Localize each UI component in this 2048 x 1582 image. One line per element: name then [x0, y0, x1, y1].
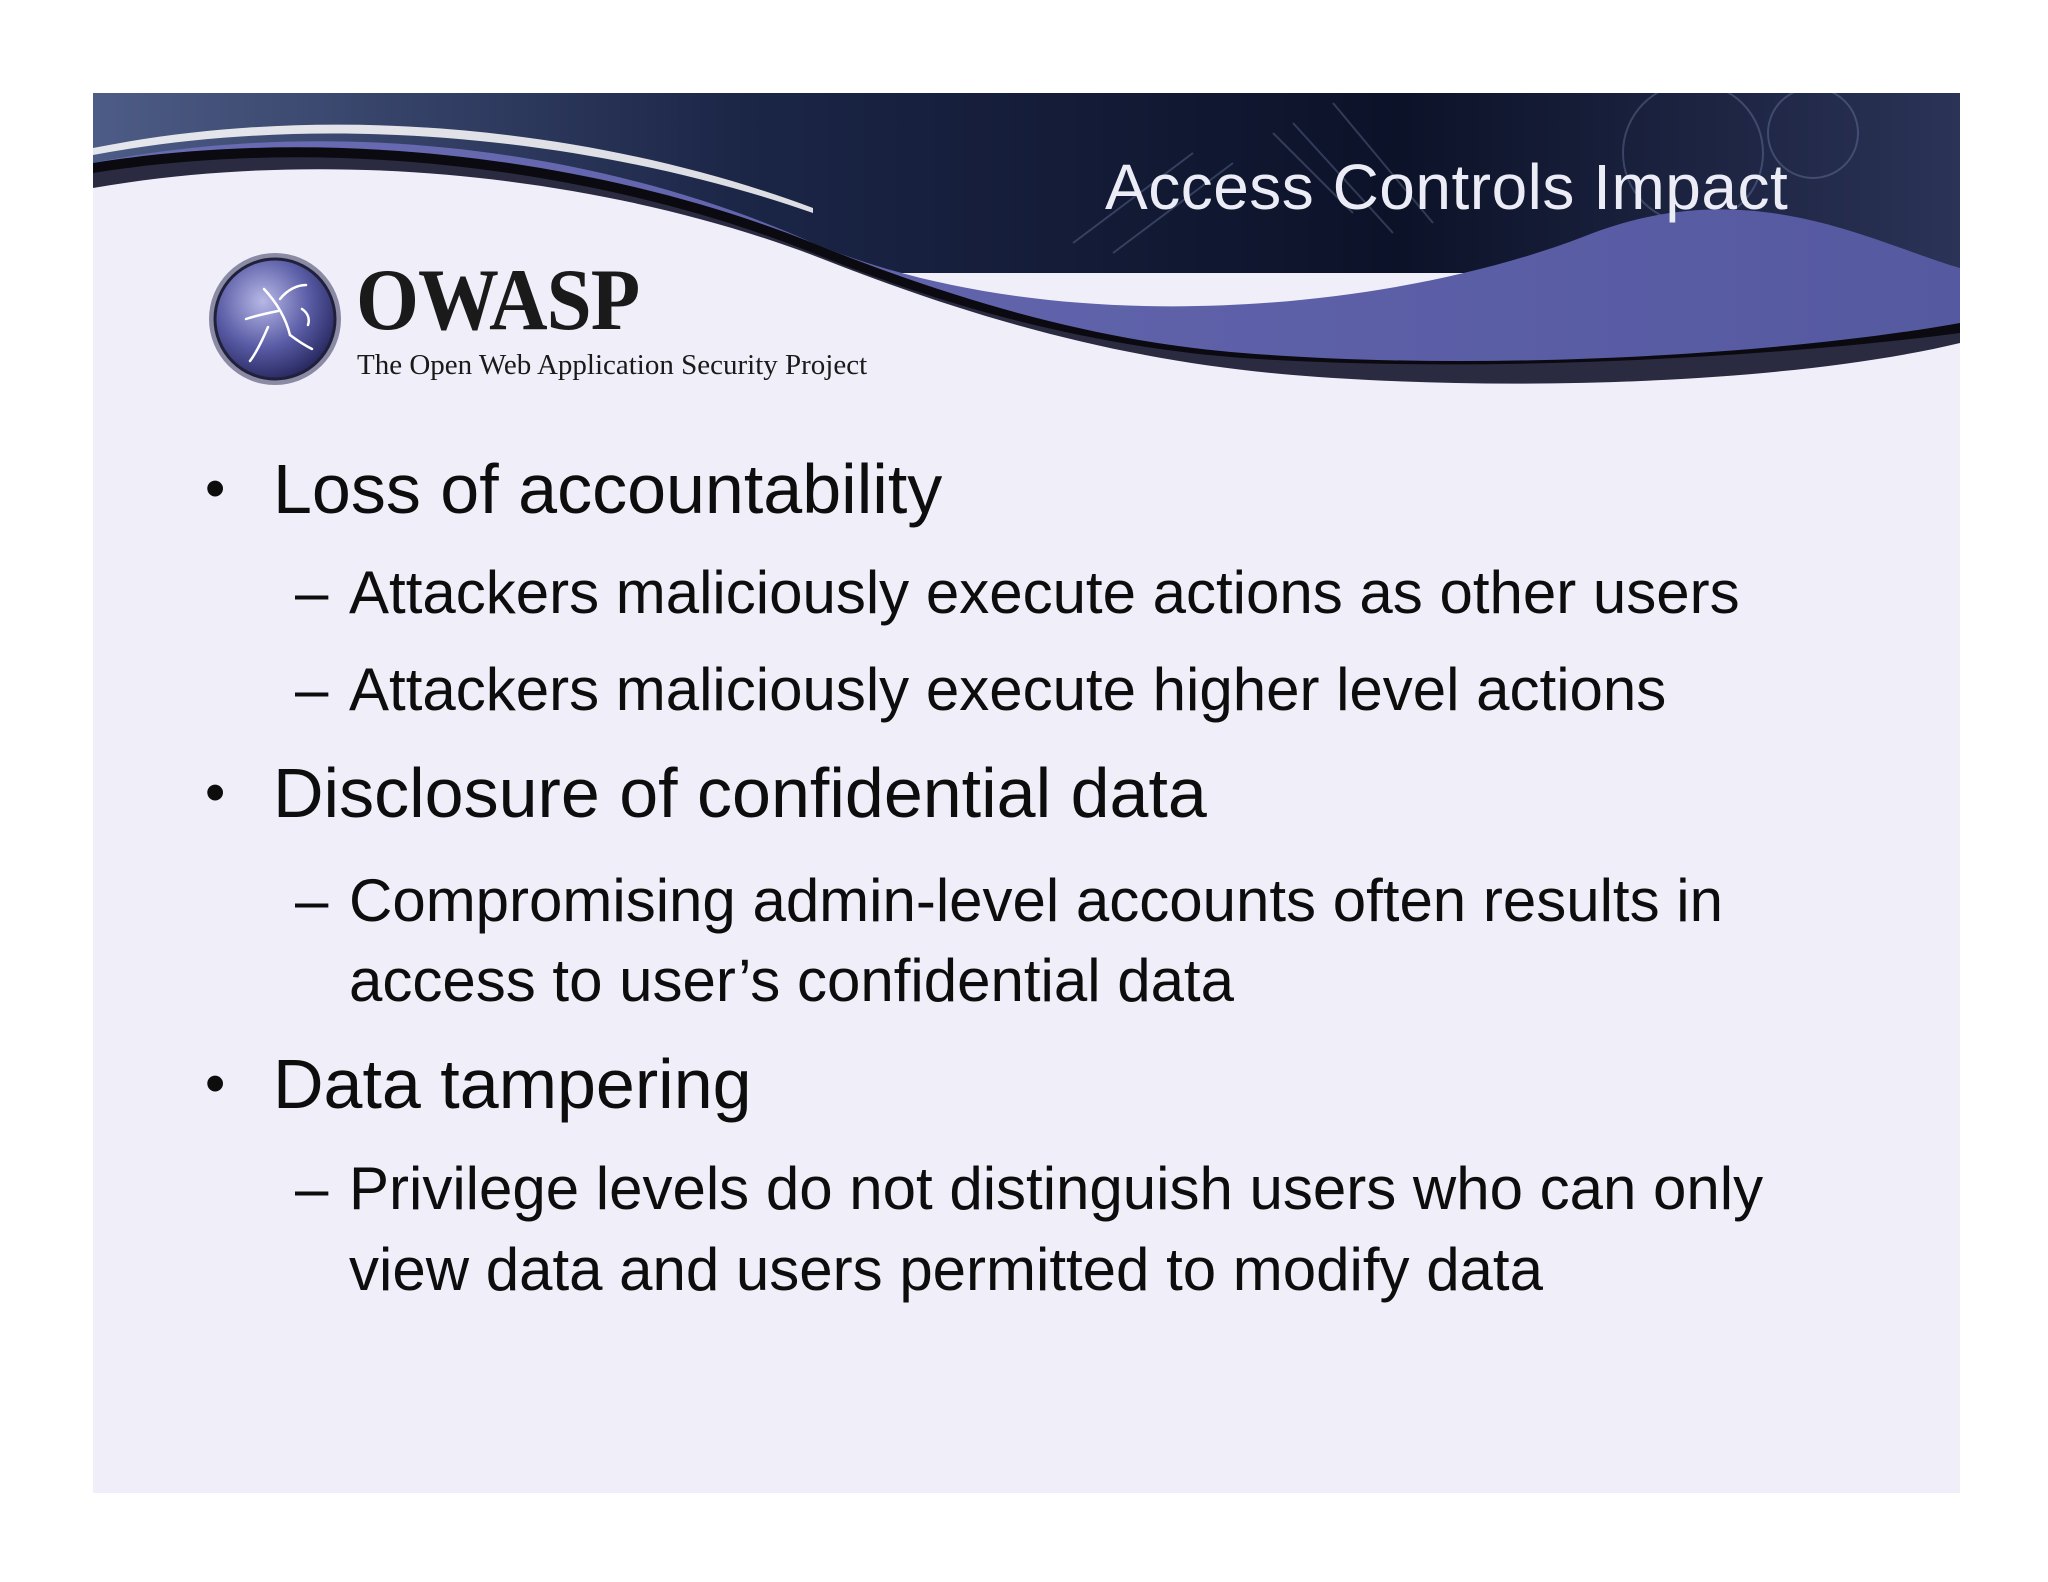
bullet-text: Disclosure of confidential data [273, 754, 1207, 832]
bullet-marker: • [205, 456, 226, 521]
slide [93, 93, 1960, 1493]
bullet-text: Loss of accountability [273, 450, 943, 528]
sub-bullet-text: Privilege levels do not distinguish users who can only [349, 1155, 1764, 1222]
sub-bullet-text: access to user’s confidential data [349, 947, 1234, 1014]
sub-bullet-text: Attackers maliciously execute actions as other users [349, 559, 1740, 626]
bullet-text: Data tampering [273, 1045, 752, 1123]
sub-bullet-text: Attackers maliciously execute higher level actions [349, 656, 1667, 723]
logo-tagline: The Open Web Application Security Project [357, 349, 868, 381]
bullet-marker: • [205, 760, 226, 825]
sub-bullet-marker: – [295, 656, 329, 723]
logo-wordmark: OWASP [356, 252, 640, 349]
bullet-marker: • [205, 1051, 226, 1116]
sub-bullet-marker: – [295, 1155, 329, 1222]
owasp-logo [206, 249, 926, 399]
slide-title: Access Controls Impact [1105, 151, 1789, 223]
wasp-emblem-icon [206, 249, 344, 389]
sub-bullet-text: Compromising admin-level accounts often results in [349, 867, 1723, 934]
sub-bullet-marker: – [295, 559, 329, 626]
sub-bullet-marker: – [295, 867, 329, 934]
sub-bullet-text: view data and users permitted to modify data [349, 1236, 1543, 1303]
